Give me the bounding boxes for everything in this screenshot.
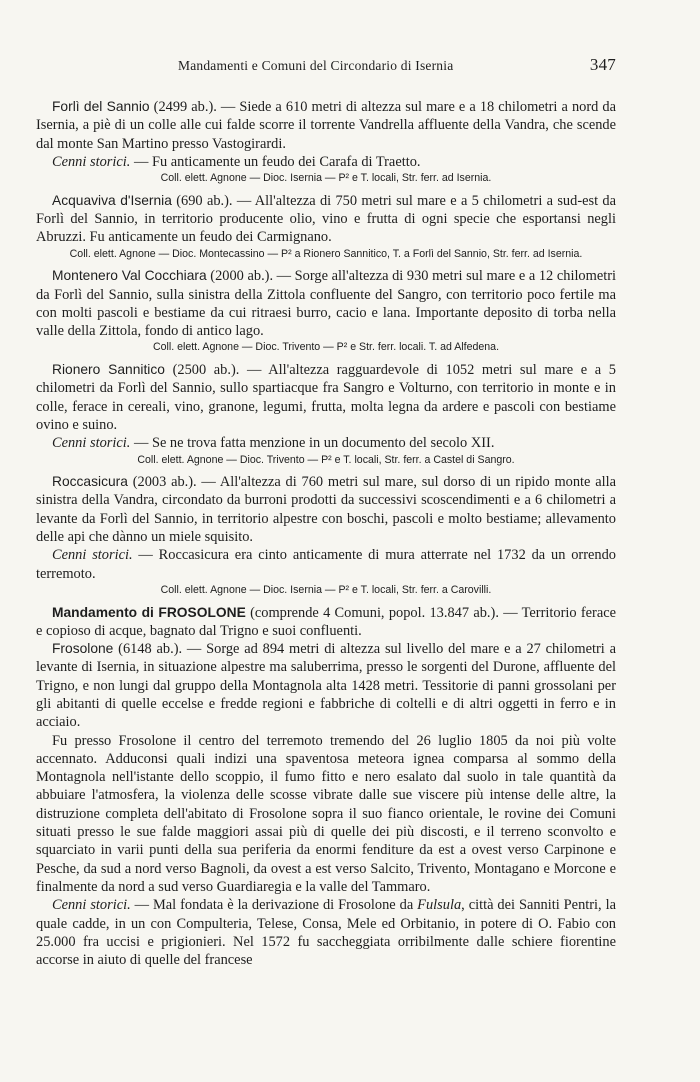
mandamento-frosolone: Mandamento di FROSOLONE (comprende 4 Comuni, popol. 13.847 ab.). — Territorio ferace e copioso di acque, bagnato dal Trigno e suoi confluenti. (36, 604, 616, 639)
cenni-storici-label: Cenni storici. (52, 897, 131, 914)
entry-roccasicura-note: Coll. elett. Agnone — Dioc. Isernia — P² e T. locali, Str. ferr. a Carovilli. (160, 583, 492, 596)
entry-frosolone-earthquake: Fu presso Frosolone il centro del terremoto tremendo del 26 luglio 1805 da noi più volte accennato. Adduconsi quali indizi una spaventosa meteora ignea comparsa al sommo della Montagnola nell'istante dello scoppio, il fumo fitto e nero esalato dal suolo in tale quantità da abbuiare l'atmosfera, la violenza delle scosse vibrate dalle sue viscere più intense delle altre, la distruzione completa dell'abitato di Frosolone sopra il suo fianco orientale, le rovine dei Comuni situati presso le sue falde maggiori assai più di quelle dei più discosti, e il terreno sconvolto e squarciato in varii punti della sua periferia da enormi fenditure da est a ovest verso Carpinone e Pesche, da sud a nord verso Bagnoli, da ovest a est verso Salcito, Trivento, Montagano e Morcone e finalmente da nord a sud verso Guardiaregia e la valle del Tammaro. (36, 732, 616, 895)
cenni-storici-label: Cenni storici. (52, 547, 133, 564)
entry-heading: Acquaviva d'Isernia (52, 192, 172, 208)
entry-forli-note: Coll. elett. Agnone — Dioc. Isernia — P² e T. locali, Str. ferr. ad Isernia. (160, 172, 492, 185)
entry-forli-history: Cenni storici. — Fu anticamente un feudo dei Carafa di Traetto. (52, 153, 421, 170)
entry-heading: Frosolone (52, 641, 114, 657)
running-title: Mandamenti e Comuni del Circondario di Isernia (178, 58, 454, 73)
entry-heading: Forlì del Sannio (52, 99, 150, 114)
entry-heading: Rionero Sannitico (52, 362, 165, 378)
entry-rionero-note: Coll. elett. Agnone — Dioc. Trivento — P² e T. locali, Str. ferr. a Castel di Sangro. (137, 453, 515, 466)
entry-roccasicura-history: Cenni storici. — Roccasicura era cinto anticamente di mura atterrate nel 1732 da un orrendo terremoto. (36, 547, 616, 582)
entry-montenero-text: Montenero Val Cocchiara (2000 ab.). — Sorge all'altezza di 930 metri sul mare e a 12 chilometri da Forlì del Sannio, sulla sinistra della Zittola confluente del Sangro, con territorio poco fertile ma con molti pascoli e bestiame da cui ritraesi burro, cacio e lana. Importante deposito di torba nella valle della Zittola, fondo di antico lago. (36, 268, 617, 340)
entry-acquaviva-note: Coll. elett. Agnone — Dioc. Montecassino — P² a Rionero Sannitico, T. a Forlì del Sannio, Str. ferr. ad Isernia. (69, 247, 583, 260)
entry-roccasicura-text: Roccasicura (2003 ab.). — All'altezza di 760 metri sul mare, sul dorso di un ripido monte alla sinistra della Vandra, circondato da burroni prodotti da successivi scoscendimenti e a 6 chilometri a levante da Forlì del Sannio, in territorio alpestre con boschi, pascoli e molto bestiame; allevamento delle api che dànno un miele squisito. (36, 474, 616, 546)
page-body (36, 98, 616, 969)
entry-rionero-history: Cenni storici. — Se ne trova fatta menzione in un documento del secolo XII. (52, 435, 495, 452)
entry-frosolone-text: Frosolone (6148 ab.). — Sorge ad 894 metri di altezza sul livello del mare e a 27 chilometri a levante di Isernia, in situazione alpestre ma saluberrima, presso le sorgenti del Durone, affluente del Trigno, e non lungi dal gruppo della Montagnola alta 1428 metri. Tessitorie di panni grossolani per gli abitanti di quelle eccelse e fredde regioni e fabbriche di coltelli e di altri oggetti in ferro e in acciaio. (36, 641, 616, 731)
entry-acquaviva-text: Acquaviva d'Isernia (690 ab.). — All'altezza di 750 metri sul mare e a 5 chilometri a sud-est da Forlì del Sannio, in territorio producente olio, vino e frutta di ogni specie che esportansi negli Abruzzi. Fu anticamente un feudo dei Carmignano. (36, 192, 616, 246)
fulsula-term: Fulsula (417, 897, 462, 914)
cenni-storici-label: Cenni storici. (52, 153, 131, 170)
entry-frosolone-history: Cenni storici. — Mal fondata è la derivazione di Frosolone da Fulsula, città dei Sanniti Pentri, la quale cadde, in un con Compulteria, Telese, Consa, Mele ed Orbitanio, in potere di O. Fabio con 25.000 fra uccisi e prigionieri. Nel 1572 fu saccheggiata orribilmente dalle schiere fiorentine accorse in aiuto di quelle del francese (36, 897, 616, 969)
cenni-storici-label: Cenni storici. (52, 435, 131, 452)
page-number: 347 (589, 55, 616, 74)
entry-heading: Roccasicura (52, 474, 128, 490)
entry-heading: Montenero Val Cocchiara (52, 268, 207, 284)
mandamento-heading: Mandamento di FROSOLONE (52, 604, 246, 620)
entry-montenero-note: Coll. elett. Agnone — Dioc. Trivento — P² e Str. ferr. locali. T. ad Alfedena. (152, 341, 500, 354)
entry-forli-text: Forlì del Sannio (2499 ab.). — Siede a 610 metri di altezza sul mare e a 18 chilometri a nord da Isernia, a piè di un colle alle cui falde scorre il torrente Vandrella affluente della Vandra, che scende dal monte San Martino presso Vastogirardi. (36, 99, 616, 152)
entry-rionero-text: Rionero Sannitico (2500 ab.). — All'altezza ragguardevole di 1052 metri sul mare e a 5 chilometri da Forlì del Sannio, sullo spartiacque fra Sangro e Volturno, con territorio in monte e in colle, ferace in cereali, vino, granone, legumi, frutta, molta legna da ardere e pascoli con bestiame ovino e suino. (36, 362, 616, 433)
